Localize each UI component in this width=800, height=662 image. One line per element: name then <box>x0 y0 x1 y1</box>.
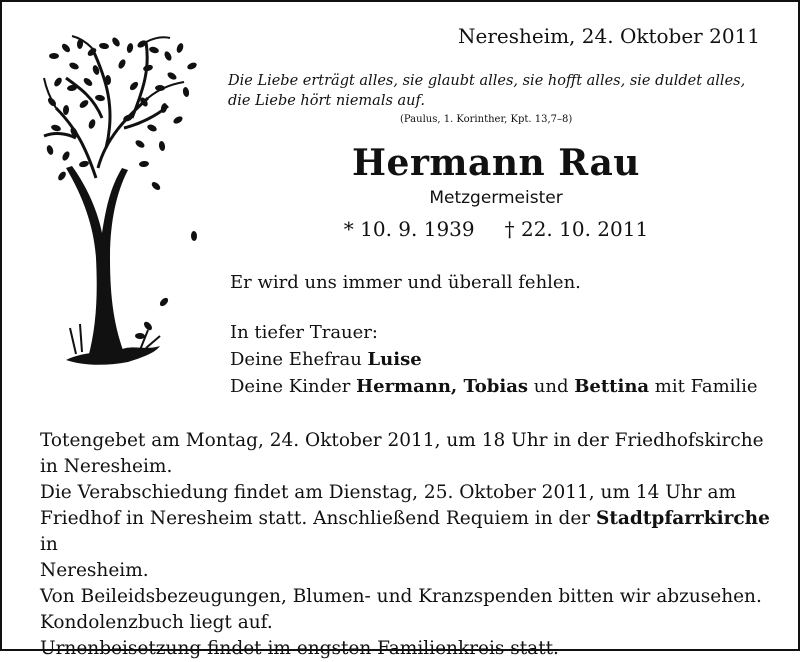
leaf-shape <box>60 42 71 53</box>
bible-quote-line-2: die Liebe hört niemals auf. <box>228 93 425 109</box>
birth-date: * 10. 9. 1939 <box>343 217 475 241</box>
wife-name: Luise <box>367 349 422 370</box>
leaf-shape <box>148 46 159 55</box>
leaf-shape <box>49 53 59 59</box>
leaf-shape <box>82 76 94 87</box>
deceased-name: Hermann Rau <box>352 142 640 184</box>
condolence-notice-line-2: Kondolenzbuch liegt auf. <box>40 612 273 633</box>
leaf-shape <box>163 50 173 62</box>
leaf-shape <box>142 64 153 72</box>
farewell-notice-line-2: Friedhof in Neresheim statt. Anschließend Requiem in der Stadtpfarrkirche in <box>40 508 770 555</box>
funeral-notices <box>40 428 780 662</box>
prayer-notice-line-2: in Neresheim. <box>40 456 173 477</box>
deceased-profession: Metzgermeister <box>429 188 563 208</box>
church-name: Stadtpfarrkirche <box>596 508 770 529</box>
leaf-shape <box>155 85 165 91</box>
leaf-shape <box>186 61 198 70</box>
leaf-shape <box>78 99 90 110</box>
leaf-shape <box>111 36 122 48</box>
child-name-last: Bettina <box>574 376 650 397</box>
leaf-shape <box>128 80 139 91</box>
bible-quote-line-1: Die Liebe erträgt alles, sie glaubt alles, sie hofft alles, sie duldet alles, <box>228 73 746 89</box>
tribute-line: Er wird uns immer und überall fehlen. <box>230 272 581 293</box>
leaf-shape <box>158 296 169 307</box>
children-names: Hermann, Tobias <box>356 376 529 397</box>
leaf-shape <box>175 42 184 53</box>
urn-burial-notice: Urnenbeisetzung findet im engsten Familienkreis statt. <box>40 638 559 659</box>
leaf-shape <box>99 42 110 49</box>
leaf-shape <box>117 58 127 70</box>
mourner-wife: Deine Ehefrau Luise <box>230 349 422 370</box>
death-date: † 22. 10. 2011 <box>504 217 649 241</box>
leaf-shape <box>50 124 61 133</box>
mourning-intro: In tiefer Trauer: <box>230 322 378 343</box>
leaf-shape <box>182 87 190 98</box>
leaf-shape <box>95 94 106 101</box>
condolence-notice-line-1: Von Beileidsbezeugungen, Blumen- und Kranzspenden bitten wir abzusehen. <box>40 586 762 607</box>
prayer-notice-line-1: Totengebet am Montag, 24. Oktober 2011, um 18 Uhr in der Friedhofskirche <box>40 430 764 451</box>
farewell-notice-line-3: Neresheim. <box>40 560 149 581</box>
leaf-shape <box>135 333 145 339</box>
leaf-shape <box>166 71 178 81</box>
leaf-shape <box>68 61 80 71</box>
leaf-shape <box>126 42 134 53</box>
farewell-notice-line-1: Die Verabschiedung findet am Dienstag, 25. Oktober 2011, um 14 Uhr am <box>40 482 737 503</box>
place-date: Neresheim, 24. Oktober 2011 <box>457 24 760 48</box>
leaf-shape <box>63 105 70 115</box>
leaf-shape <box>53 76 64 88</box>
bible-quote-source: (Paulus, 1. Korinther, Kpt. 13,7–8) <box>400 114 573 125</box>
leaf-shape <box>87 118 96 129</box>
life-dates <box>2 217 800 241</box>
leaf-shape <box>146 123 158 133</box>
leaf-shape <box>172 115 184 125</box>
mourner-children: Deine Kinder Hermann, Tobias und Bettina mit Familie <box>230 376 758 397</box>
